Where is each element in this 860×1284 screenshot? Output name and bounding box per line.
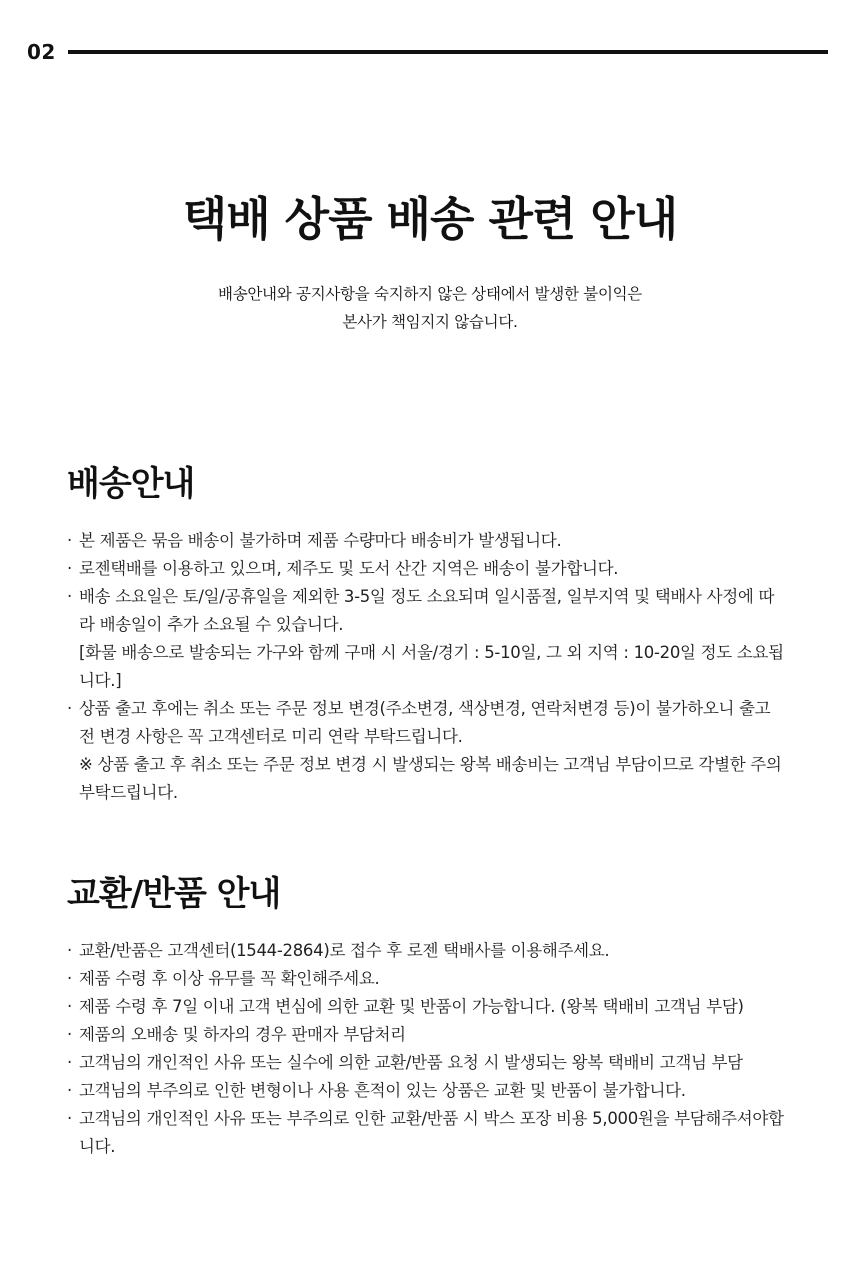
list-item (67, 965, 787, 993)
returns-list (67, 937, 787, 1161)
bullet-icon: · (67, 531, 72, 550)
header-divider (68, 50, 828, 54)
list-item (67, 1021, 787, 1049)
shipping-section-title: 배송안내 (67, 464, 195, 504)
list-item (67, 527, 787, 555)
list-item-text: 제품 수령 후 이상 유무를 꼭 확인해주세요. (79, 969, 380, 988)
list-item (67, 1105, 787, 1161)
page-subtitle (0, 280, 860, 336)
list-item-text: 고객님의 개인적인 사유 또는 실수에 의한 교환/반품 요청 시 발생되는 왕복 택배비 고객님 부담 (79, 1053, 743, 1072)
list-item-note: ※ 상품 출고 후 취소 또는 주문 정보 변경 시 발생되는 왕복 배송비는 고객님 부담이므로 각별한 주의 부탁드립니다. (79, 755, 782, 802)
list-item-note: [화물 배송으로 발송되는 가구와 함께 구매 시 서울/경기 : 5-10일, 그 외 지역 : 10-20일 정도 소요됩니다.] (79, 643, 784, 690)
page-header (27, 38, 828, 66)
bullet-icon: · (67, 559, 72, 578)
list-item-text: 고객님의 개인적인 사유 또는 부주의로 인한 교환/반품 시 박스 포장 비용 5,000원을 부담해주셔야합니다. (79, 1109, 784, 1156)
list-item-text: 상품 출고 후에는 취소 또는 주문 정보 변경(주소변경, 색상변경, 연락처변경 등)이 불가하오니 출고 전 변경 사항은 꼭 고객센터로 미리 연락 부탁드립니다. (79, 699, 771, 746)
bullet-icon: · (67, 1053, 72, 1072)
list-item-text: 교환/반품은 고객센터(1544-2864)로 접수 후 로젠 택배사를 이용해주세요. (79, 941, 610, 960)
bullet-icon: · (67, 969, 72, 988)
bullet-icon: · (67, 1109, 72, 1128)
list-item (67, 1077, 787, 1105)
bullet-icon: · (67, 941, 72, 960)
bullet-icon: · (67, 699, 72, 718)
list-item (67, 695, 787, 807)
returns-section-title: 교환/반품 안내 (67, 874, 281, 914)
returns-section (67, 866, 787, 1161)
bullet-icon: · (67, 1025, 72, 1044)
subtitle-line-1: 배송안내와 공지사항을 숙지하지 않은 상태에서 발생한 불이익은 (218, 285, 642, 303)
list-item-text: 배송 소요일은 토/일/공휴일을 제외한 3-5일 정도 소요되며 일시품절, 일부지역 및 택배사 사정에 따라 배송일이 추가 소요될 수 있습니다. (79, 587, 775, 634)
page-title: 택배 상품 배송 관련 안내 (182, 192, 678, 246)
page-number: 02 (27, 40, 56, 64)
subtitle-line-2: 본사가 책임지지 않습니다. (342, 313, 518, 331)
shipping-section (67, 456, 787, 807)
list-item (67, 1049, 787, 1077)
list-item-text: 제품의 오배송 및 하자의 경우 판매자 부담처리 (79, 1025, 406, 1044)
shipping-list (67, 527, 787, 807)
list-item-text: 본 제품은 묶음 배송이 불가하며 제품 수량마다 배송비가 발생됩니다. (79, 531, 562, 550)
list-item (67, 583, 787, 695)
bullet-icon: · (67, 587, 72, 606)
bullet-icon: · (67, 997, 72, 1016)
list-item-text: 제품 수령 후 7일 이내 고객 변심에 의한 교환 및 반품이 가능합니다. (왕복 택배비 고객님 부담) (79, 997, 744, 1016)
list-item-text: 로젠택배를 이용하고 있으며, 제주도 및 도서 산간 지역은 배송이 불가합니다. (79, 559, 619, 578)
list-item (67, 555, 787, 583)
bullet-icon: · (67, 1081, 72, 1100)
list-item (67, 993, 787, 1021)
list-item (67, 937, 787, 965)
list-item-text: 고객님의 부주의로 인한 변형이나 사용 흔적이 있는 상품은 교환 및 반품이 불가합니다. (79, 1081, 686, 1100)
